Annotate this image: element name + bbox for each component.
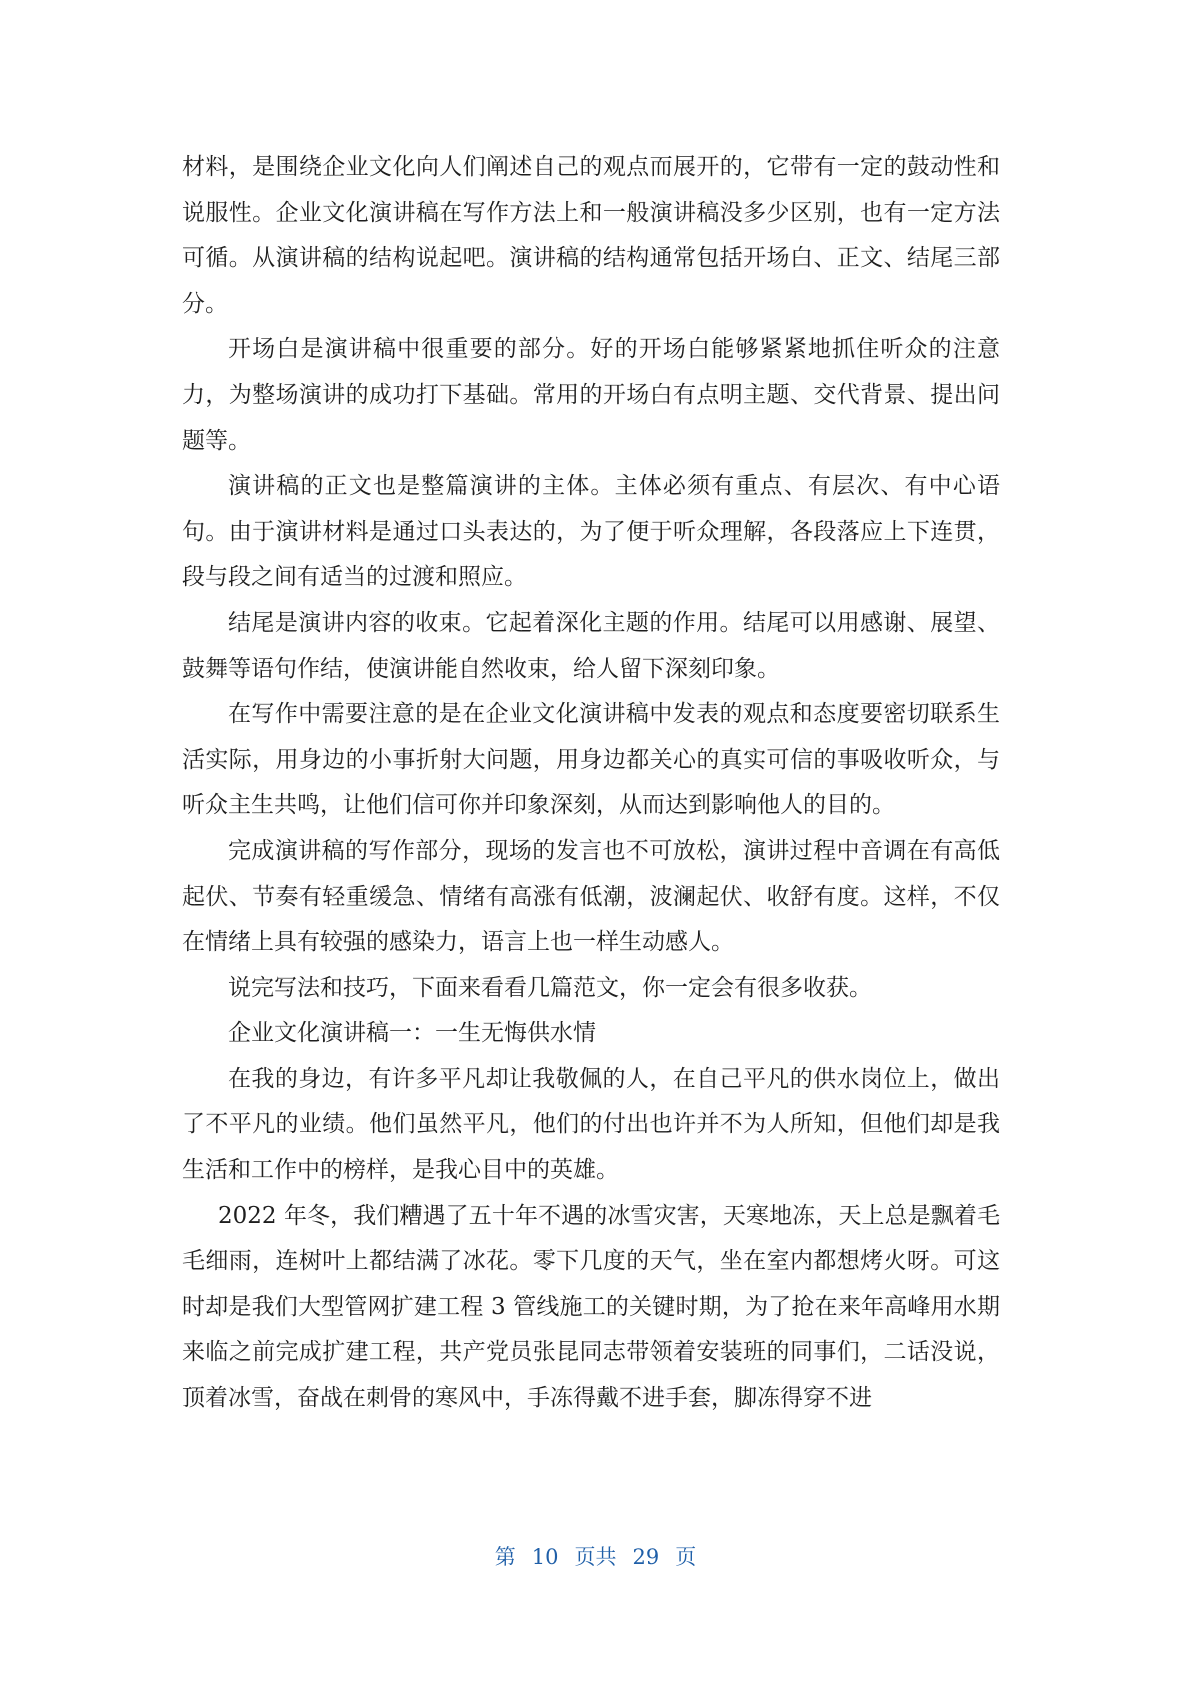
paragraph-main-body: 演讲稿的正文也是整篇演讲的主体。主体必须有重点、有层次、有中心语句。由于演讲材料是通过口头表达的，为了便于听众理解，各段落应上下连贯，段与段之间有适当的过渡和照应。 xyxy=(182,473,1000,591)
paragraph-delivery: 完成演讲稿的写作部分，现场的发言也不可放松，演讲过程中音调在有高低起伏、节奏有轻重缓急、情绪有高涨有低潮，波澜起伏、收舒有度。这样，不仅在情绪上具有较强的感染力，语言上也一样生动感人。 xyxy=(182,837,1000,956)
page-footer xyxy=(0,1541,1191,1571)
paragraph-winter-story: 2022 年冬，我们糟遇了五十年不遇的冰雪灾害，天寒地冻，天上总是飘着毛毛细雨，连树叶上都结满了冰花。零下几度的天气，坐在室内都想烤火呀。可这时却是我们大型管网扩建工程 3 管线施工的关键时期，为了抢在来年高峰用水期来临之前完成扩建工程，共产党员张昆同志带领着安装班的同事们，二话没说，顶着冰雪，奋战在刺骨的寒风中，手冻得戴不进手套，脚冻得穿不进 xyxy=(182,1202,1000,1412)
paragraph-transition: 说完写法和技巧，下面来看看几篇范文，你一定会有很多收获。 xyxy=(228,974,872,1001)
section-heading: 企业文化演讲稿一：一生无悔供水情 xyxy=(228,1020,596,1047)
footer-prefix: 第 xyxy=(494,1545,516,1569)
footer-current-page: 10 xyxy=(531,1545,559,1569)
paragraph-ending: 结尾是演讲内容的收束。它起着深化主题的作用。结尾可以用感谢、展望、鼓舞等语句作结，使演讲能自然收束，给人留下深刻印象。 xyxy=(182,609,1000,682)
paragraph-intro-story: 在我的身边，有许多平凡却让我敬佩的人，在自己平凡的供水岗位上，做出了不平凡的业绩。他们虽然平凡，他们的付出也许并不为人所知，但他们却是我生活和工作中的榜样，是我心目中的英雄。 xyxy=(182,1065,1000,1184)
document-body xyxy=(182,145,1000,1422)
footer-suffix: 页 xyxy=(675,1545,697,1569)
paragraph-writing-notes: 在写作中需要注意的是在企业文化演讲稿中发表的观点和态度要密切联系生活实际，用身边的小事折射大问题，用身边都关心的真实可信的事吸收听众，与听众主生共鸣，让他们信可你并印象深刻，从而达到影响他人的目的。 xyxy=(182,701,1000,819)
paragraph-continuation: 材料，是围绕企业文化向人们阐述自己的观点而展开的，它带有一定的鼓动性和说服性。企业文化演讲稿在写作方法上和一般演讲稿没多少区别，也有一定方法可循。从演讲稿的结构说起吧。演讲稿的结构通常包括开场白、正文、结尾三部分。 xyxy=(182,154,1000,317)
footer-middle: 页共 xyxy=(574,1545,617,1569)
paragraph-opening-remarks: 开场白是演讲稿中很重要的部分。好的开场白能够紧紧地抓住听众的注意力，为整场演讲的成功打下基础。常用的开场白有点明主题、交代背景、提出问题等。 xyxy=(182,336,1000,454)
footer-total-pages: 29 xyxy=(632,1545,660,1569)
